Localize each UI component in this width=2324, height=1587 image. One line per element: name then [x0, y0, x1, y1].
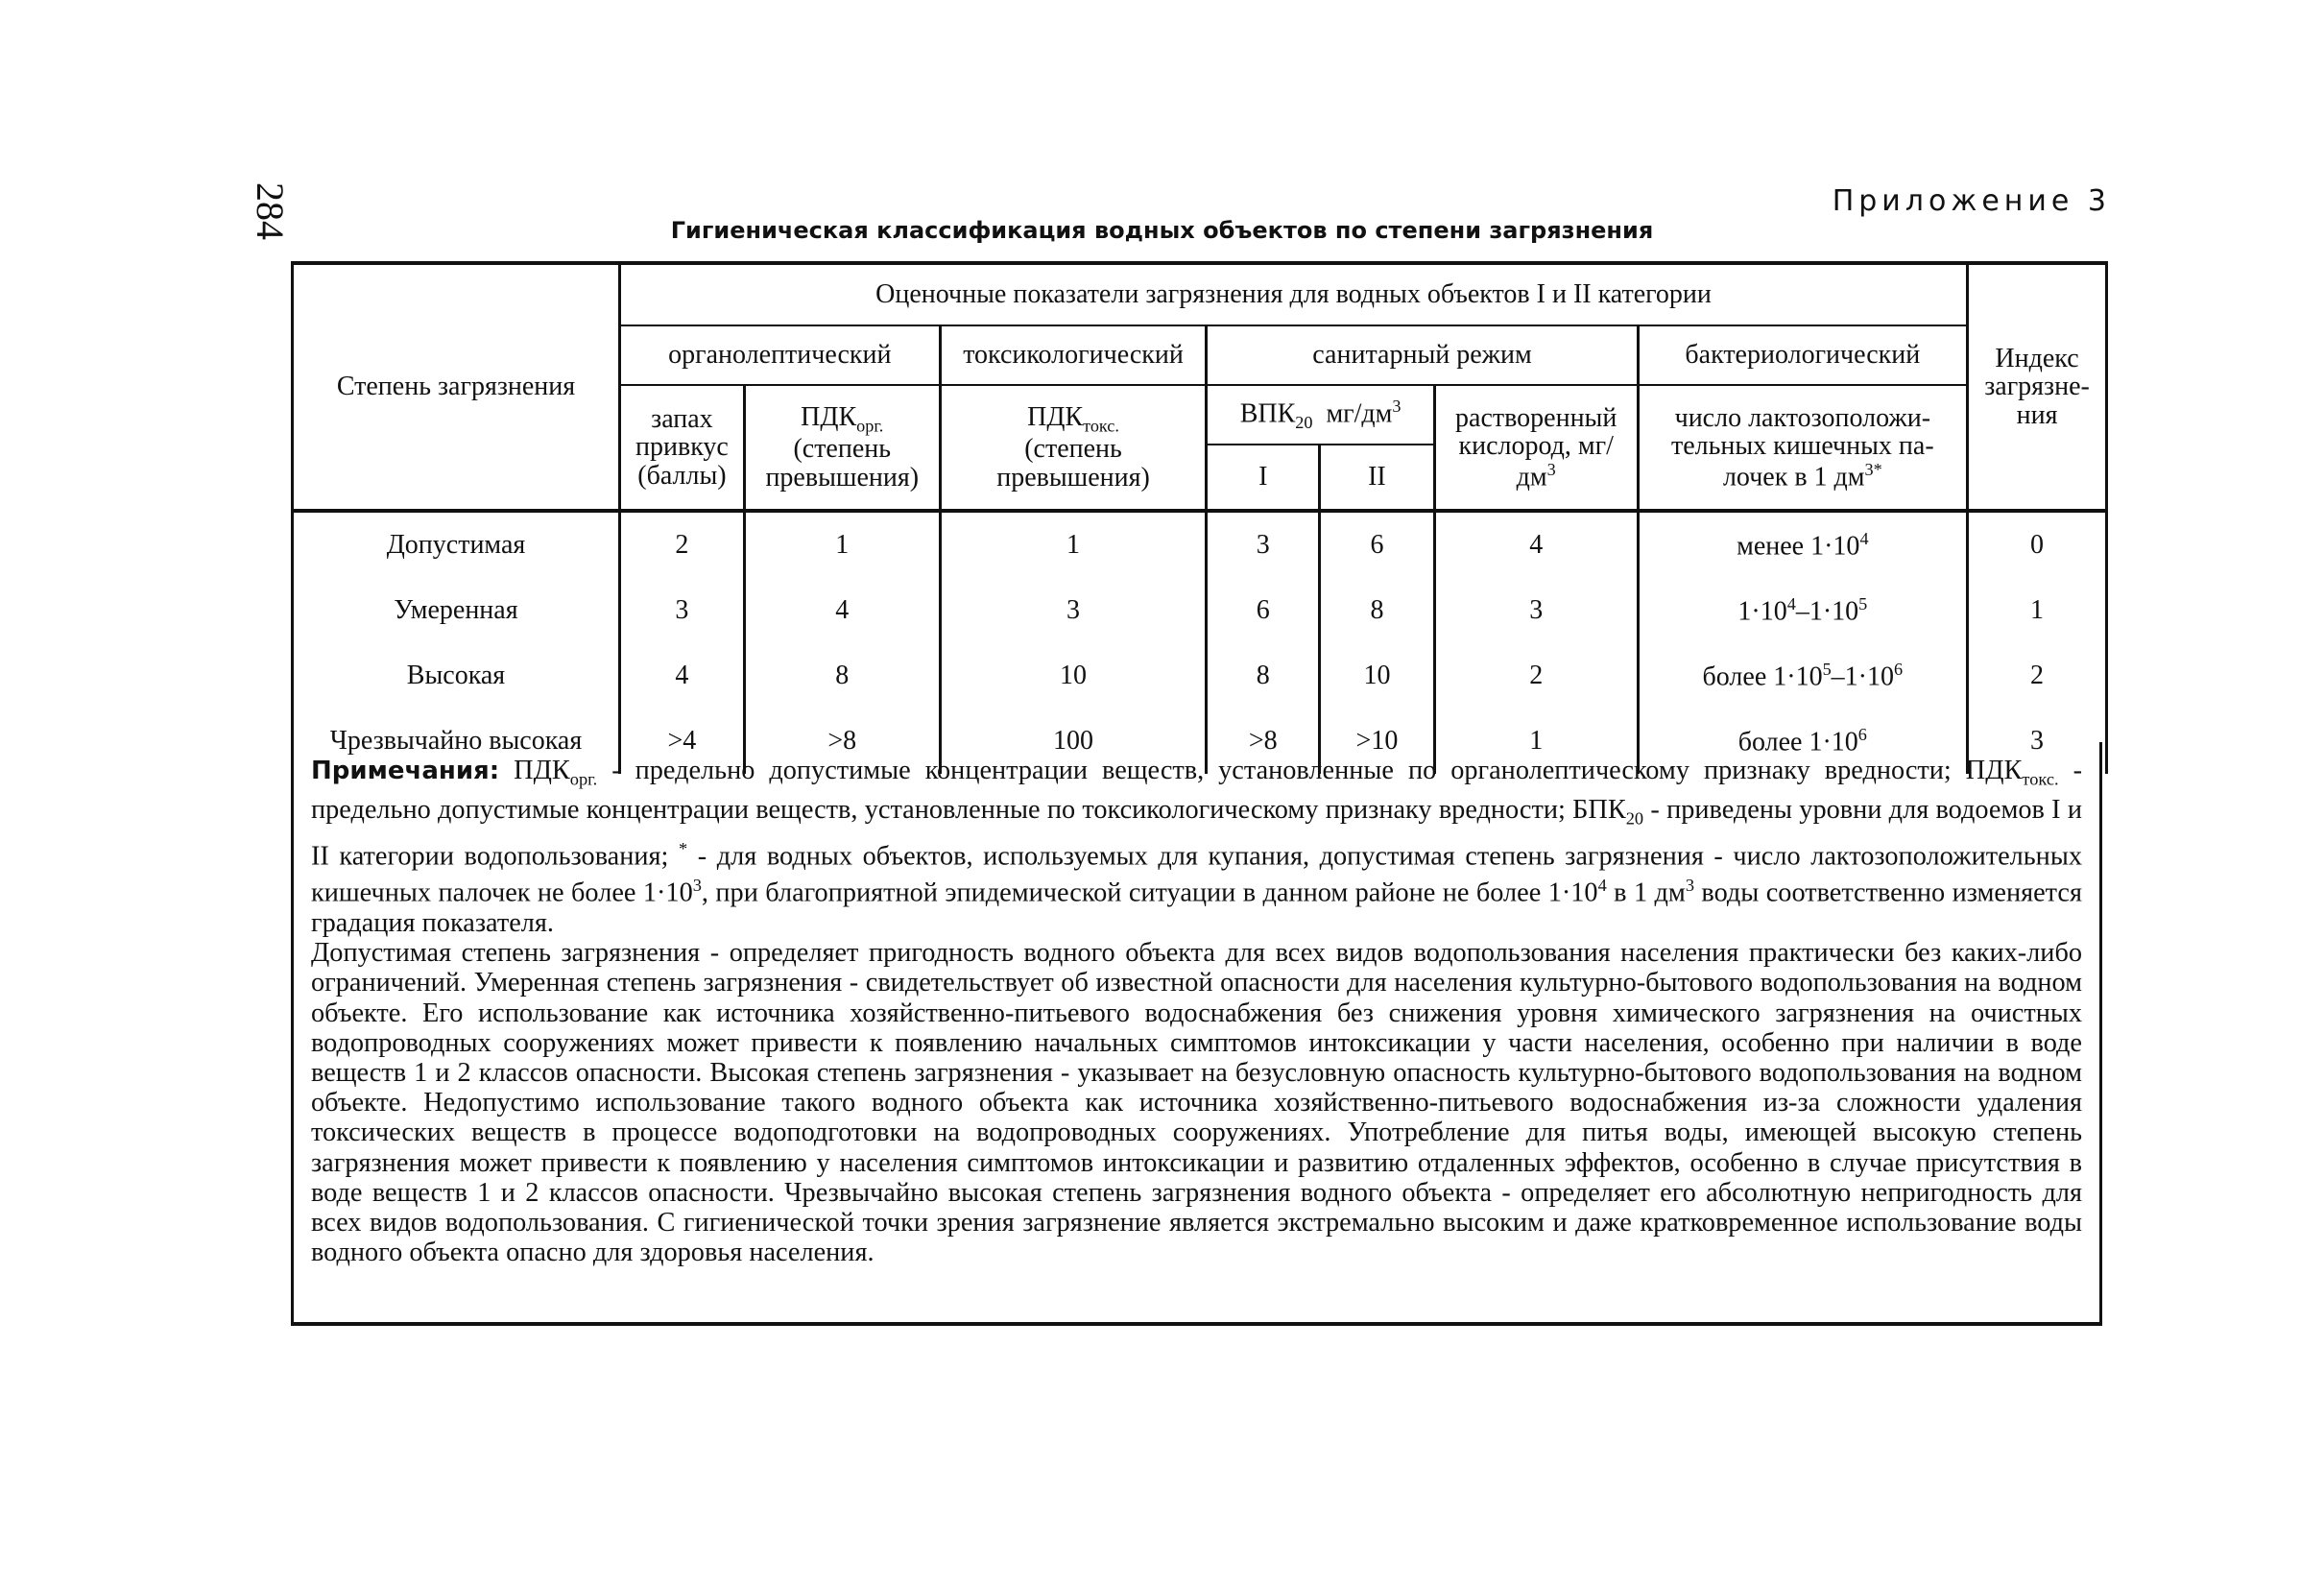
table-row: [293, 578, 2107, 643]
notes-label: Примечания:: [311, 757, 500, 785]
cell-pdk-tox: 1: [940, 511, 1207, 578]
cell-vpk-i: 8: [1207, 643, 1320, 709]
cell-pdk-org: >8: [744, 709, 940, 774]
cell-lactose: $1\cdot 10^4-1\cdot 10^5$: [1638, 578, 1967, 643]
header-bacteriological: бактериологический: [1638, 325, 1967, 385]
table-title: Гигиеническая классификация водных объектов по степени загрязнения: [670, 217, 1654, 244]
header-vpk-i: I: [1207, 445, 1320, 511]
cell-pdk-tox: 3: [940, 578, 1207, 643]
cell-odor: >4: [619, 709, 744, 774]
cell-pdk-org: 8: [744, 643, 940, 709]
cell-oxygen: 4: [1434, 511, 1638, 578]
notes-definitions: Примечания: $ПДК_{орг.}$ - предельно допустимые концентрации веществ, установленные по органолептическому признаку вредности; $ПДК_{токс.}$ - предельно допустимые концентрации веществ, установленные по токсикологическому признаку вредности; $БПК_{20}$ - приведены уровни для водоемов I и II категории водопользования; * - для водных объектов, используемых для купания, допустимая степень загрязнения - число лактозоположительных кишечных палочек не более $1\cdot 10^3$, при благоприятной эпидемической ситуации в данном районе не более $1\cdot 10^4$ в 1 $дм^3$ воды соответственно изменяется градация показателя.: [311, 756, 2083, 938]
cell-index: 2: [1968, 643, 2107, 709]
cell-pdk-org: 4: [744, 578, 940, 643]
cell-vpk-i: >8: [1207, 709, 1320, 774]
header-vpk-ii: II: [1320, 445, 1435, 511]
header-toxicological: токсикологический: [940, 325, 1207, 385]
cell-oxygen: 3: [1434, 578, 1638, 643]
cell-vpk-ii: 10: [1320, 643, 1435, 709]
header-organoleptic: органолептический: [619, 325, 940, 385]
cell-lactose: более $1\cdot 10^5-1\cdot 10^6$: [1638, 643, 1967, 709]
cell-lactose: менее $1\cdot 10^4$: [1638, 511, 1967, 578]
cell-index: 1: [1968, 578, 2107, 643]
header-group-title: Оценочные показатели загрязнения для водных объектов I и II категории: [619, 263, 1967, 325]
cell-odor: 3: [619, 578, 744, 643]
cell-degree: Умеренная: [293, 578, 620, 643]
cell-index: 3: [1968, 709, 2107, 774]
cell-vpk-i: 6: [1207, 578, 1320, 643]
cell-vpk-i: 3: [1207, 511, 1320, 578]
cell-odor: 4: [619, 643, 744, 709]
cell-vpk-ii: 8: [1320, 578, 1435, 643]
notes-text: Допустимая степень загрязнения - определяет пригодность водного объекта для всех видов водопользования населения практически без каких-либо ограничений. Умеренная степень загрязнения - свидетельствует об известной опасности для населения культурно-бытового водопользования на водном объекте. Его использование как источника хозяйственно-питьевого водоснабжения без снижения уровня химического загрязнения на очистных водопроводных сооружениях может привести к появлению начальных симптомов интоксикации у части населения, особенно при наличии в воде веществ 1 и 2 классов опасности. Высокая степень загрязнения - указывает на безусловную опасность культурно-бытового водопользования на водном объекте. Недопустимо использование такого водного объекта как источника хозяйственно-питьевого водоснабжения из-за сложности удаления токсических веществ в процессе водоподготовки на водопроводных сооружениях. Употребление для питья воды, имеющей высокую степень загрязнения может привести к появлению у населения симптомов интоксикации и развитию отдаленных эффектов, особенно в случае присутствия в воде веществ 1 и 2 классов опасности. Чрезвычайно высокая степень загрязнения водного объекта - определяет его абсолютную непригодность для всех видов водопользования. С гигиенической точки зрения загрязнение является экстремально высоким и даже кратковременное использование воды водного объекта опасно для здоровья населения.: [311, 938, 2082, 1268]
header-pdk-tox: $ПДК_{токс.}$ (степень превышения): [940, 385, 1207, 511]
header-lactose: число лактозоположи-тельных кишечных па-лочек в 1 $дм^{3*}$: [1638, 385, 1967, 511]
header-oxygen: растворенный кислород, $мг/дм^3$: [1434, 385, 1638, 511]
cell-degree: Допустимая: [293, 511, 620, 578]
header-pdk-org: $ПДК_{орг.}$ (степень превышения): [744, 385, 940, 511]
table-row: [293, 511, 2107, 578]
cell-lactose: более $1\cdot 10^6$: [1638, 709, 1967, 774]
cell-index: 0: [1968, 511, 2107, 578]
cell-vpk-ii: 6: [1320, 511, 1435, 578]
header-degree: Степень загрязнения: [293, 263, 620, 511]
page-number: 284: [249, 182, 292, 240]
header-odor: запах привкус (баллы): [619, 385, 744, 511]
cell-odor: 2: [619, 511, 744, 578]
header-vpk: $ВПК_{20}$ $мг/дм^3$: [1207, 385, 1434, 445]
cell-oxygen: 1: [1434, 709, 1638, 774]
notes-block: [291, 742, 2102, 1326]
classification-table: [291, 261, 2108, 774]
header-index: Индекс загрязне-ния: [1968, 263, 2107, 511]
cell-vpk-ii: >10: [1320, 709, 1435, 774]
cell-degree: Высокая: [293, 643, 620, 709]
cell-oxygen: 2: [1434, 643, 1638, 709]
cell-pdk-tox: 10: [940, 643, 1207, 709]
header-sanitary: санитарный режим: [1207, 325, 1638, 385]
cell-pdk-org: 1: [744, 511, 940, 578]
appendix-label: Приложение 3: [1832, 184, 2111, 218]
table-row: [293, 643, 2107, 709]
cell-degree: Чрезвычайно высокая: [293, 709, 620, 774]
cell-pdk-tox: 100: [940, 709, 1207, 774]
